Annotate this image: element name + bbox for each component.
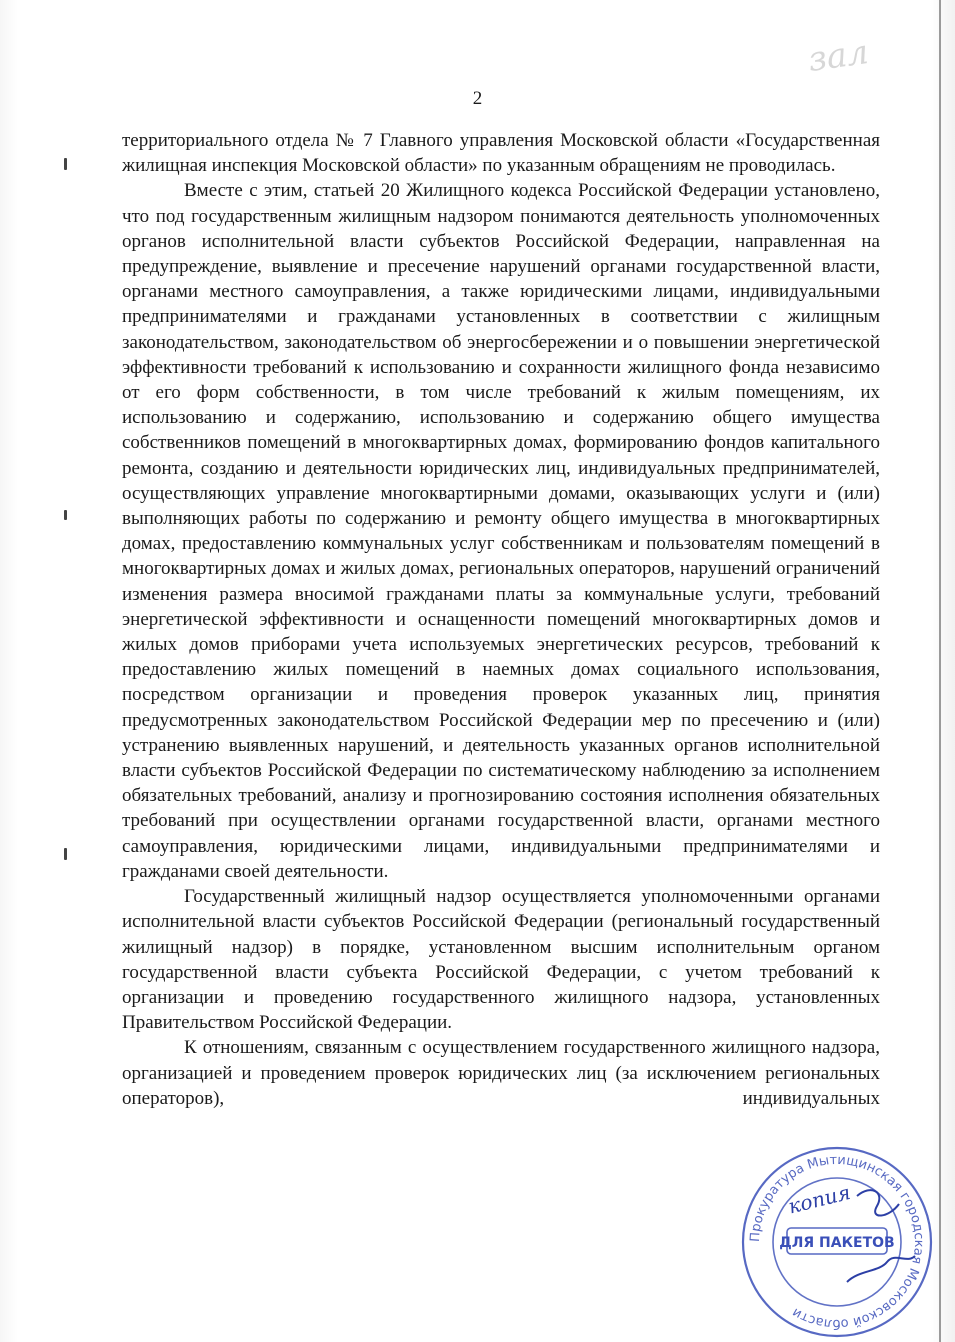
binding-hole-mark [64,158,67,170]
paragraph-1: территориального отдела № 7 Главного управления Московской области «Государственная жилищная инспекция Московской области» по указанным обращениям не проводилась. [122,130,880,177]
binding-hole-mark [64,848,67,860]
stamp-ring-text: Прокуратура Мытищинская городская Московской области [747,1152,927,1332]
body-text [122,128,880,1111]
scan-edge-line [939,0,941,1342]
paragraph-4: К отношениям, связанным с осуществлением государственного жилищного надзора, организацией и проведением проверок юридических лиц (за исключением региональных операторов), индивидуальных [122,1037,880,1109]
paragraph-2: Вместе с этим, статьей 20 Жилищного кодекса Российской Федерации установлено, что под государственным жилищным надзором понимаются деятельность уполномоченных органов исполнительной власти субъектов Российской Федерации, направленная на предупреждение, выявление и пресечение нарушений органами государственной власти, органами местного самоуправления, а также юридическими лицами, индивидуальными предпринимателями и гражданами установленных в соответствии с жилищным законодательством, законодательством об энергосбережении и о повышении энергетической эффективности требований к использованию и сохранности жилищного фонда независимо от его форм собственности, в том числе требований к жилым помещениям, их использованию и содержанию, использованию и содержанию общего имущества собственников помещений в многоквартирных домах, формированию фондов капитального ремонта, созданию и деятельности юридических лиц, индивидуальных предпринимателей, осуществляющих управление многоквартирными домами, оказывающих услуги и (или) выполняющих работы по содержанию и ремонту общего имущества в многоквартирных домах, предоставлению коммунальных услуг собственникам и пользователям помещений в многоквартирных домах и жилых домах, региональных операторов, нарушений ограничений изменения размера вносимой гражданами платы за коммунальные услуги, требований энергетической эффективности и оснащенности помещений многоквартирных домов и жилых домов приборами учета используемых энергетических ресурсов, требований к предоставлению жилых помещений в наемных домах социального использования, посредством организации и проведения проверок указанных лиц, принятия предусмотренных законодательством Российской Федерации мер по пресечению и (или) устранению выявленных нарушений, и деятельность указанных органов исполнительной власти субъектов Российской Федерации по систематическому наблюдению за исполнением обязательных требований, анализу и прогнозированию состояния исполнения обязательных требований при осуществлении органами государственной власти, органами местного самоуправления, юридическими лицами, индивидуальными предпринимателями и гражданами своей деятельности. [122,180,880,882]
paragraph-3: Государственный жилищный надзор осуществляется уполномоченными органами исполнительной власти субъектов Российской Федерации (региональный государственный жилищный надзор) в порядке, установленном высшим исполнительным органом государственной власти субъекта Российской Федерации, с учетом требований к организации и проведению государственного жилищного надзора, установленных Правительством Российской Федерации. [122,886,880,1034]
handwritten-mark: зал [805,31,871,81]
page-number: 2 [472,88,483,109]
stamp-signature: копия [785,1179,853,1219]
official-stamp [739,1144,935,1340]
binding-hole-mark [64,510,67,520]
stamp-center-label: ДЛЯ ПАКЕТОВ [779,1235,895,1251]
